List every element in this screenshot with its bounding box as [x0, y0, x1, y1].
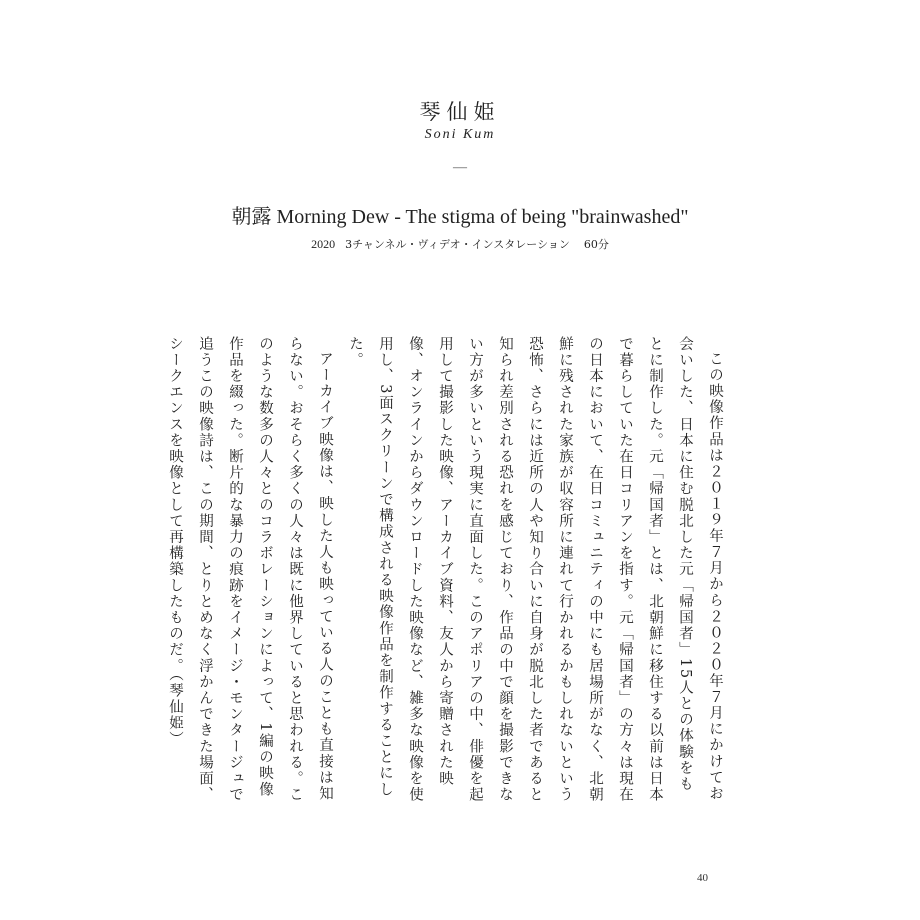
- artist-name-japanese: 琴仙姫: [419, 100, 501, 124]
- body-text: [160, 336, 730, 806]
- page-number: 40: [697, 872, 708, 884]
- body-paragraph: この映像作品は２０１９年７月から２０２０年７月にかけてお会いした、日本に住む脱北した元「帰国者」15人との体験をもとに制作した。元「帰国者」とは、北朝鮮に移住する以前は日本で暮らしていた在日コリアンを指す。元「帰国者」の方々は現在の日本において、在日コミュニティの中にも居場所がなく、北朝鮮に残された家族が収容所に連れて行かれるかもしれないという恐怖、さらには近所の人や知り合いに自身が脱北した者であると知られ差別される恐れを感じており、作品の中で顔を撮影できない方が多いという現実に直面した。このアポリアの中、俳優を起用して撮影した映像、アーカイブ資料、友人から寄贈された映像、オンラインからダウンロードした映像など、雑多な映像を使用し、3面スクリーンで構成される映像作品を制作することにした。: [347, 336, 723, 803]
- work-format: 3チャンネル・ヴィデオ・インスタレーション: [345, 238, 570, 251]
- section-separator: —: [453, 160, 467, 175]
- work-duration: 60分: [583, 238, 609, 251]
- body-paragraph: アーカイブ映像は、映した人も映っている人のことも直接は知らない。おそらく多くの人々は既に他界していると思われる。このような数多の人々とのコラボレーションによって、1編の映像作品を綴った。断片的な暴力の痕跡をイメージ・モンタージュで追うこの映像詩は、この期間、とりとめなく浮かんできた場面、シークエンスを映像として再構築したものだ。（琴仙姫）: [167, 336, 333, 803]
- work-year: 2020: [311, 237, 336, 251]
- work-title: 朝露 Morning Dew - The stigma of being "brainwashed": [231, 206, 689, 228]
- work-meta: [0, 236, 920, 252]
- artist-name-roman: Soni Kum: [424, 127, 496, 142]
